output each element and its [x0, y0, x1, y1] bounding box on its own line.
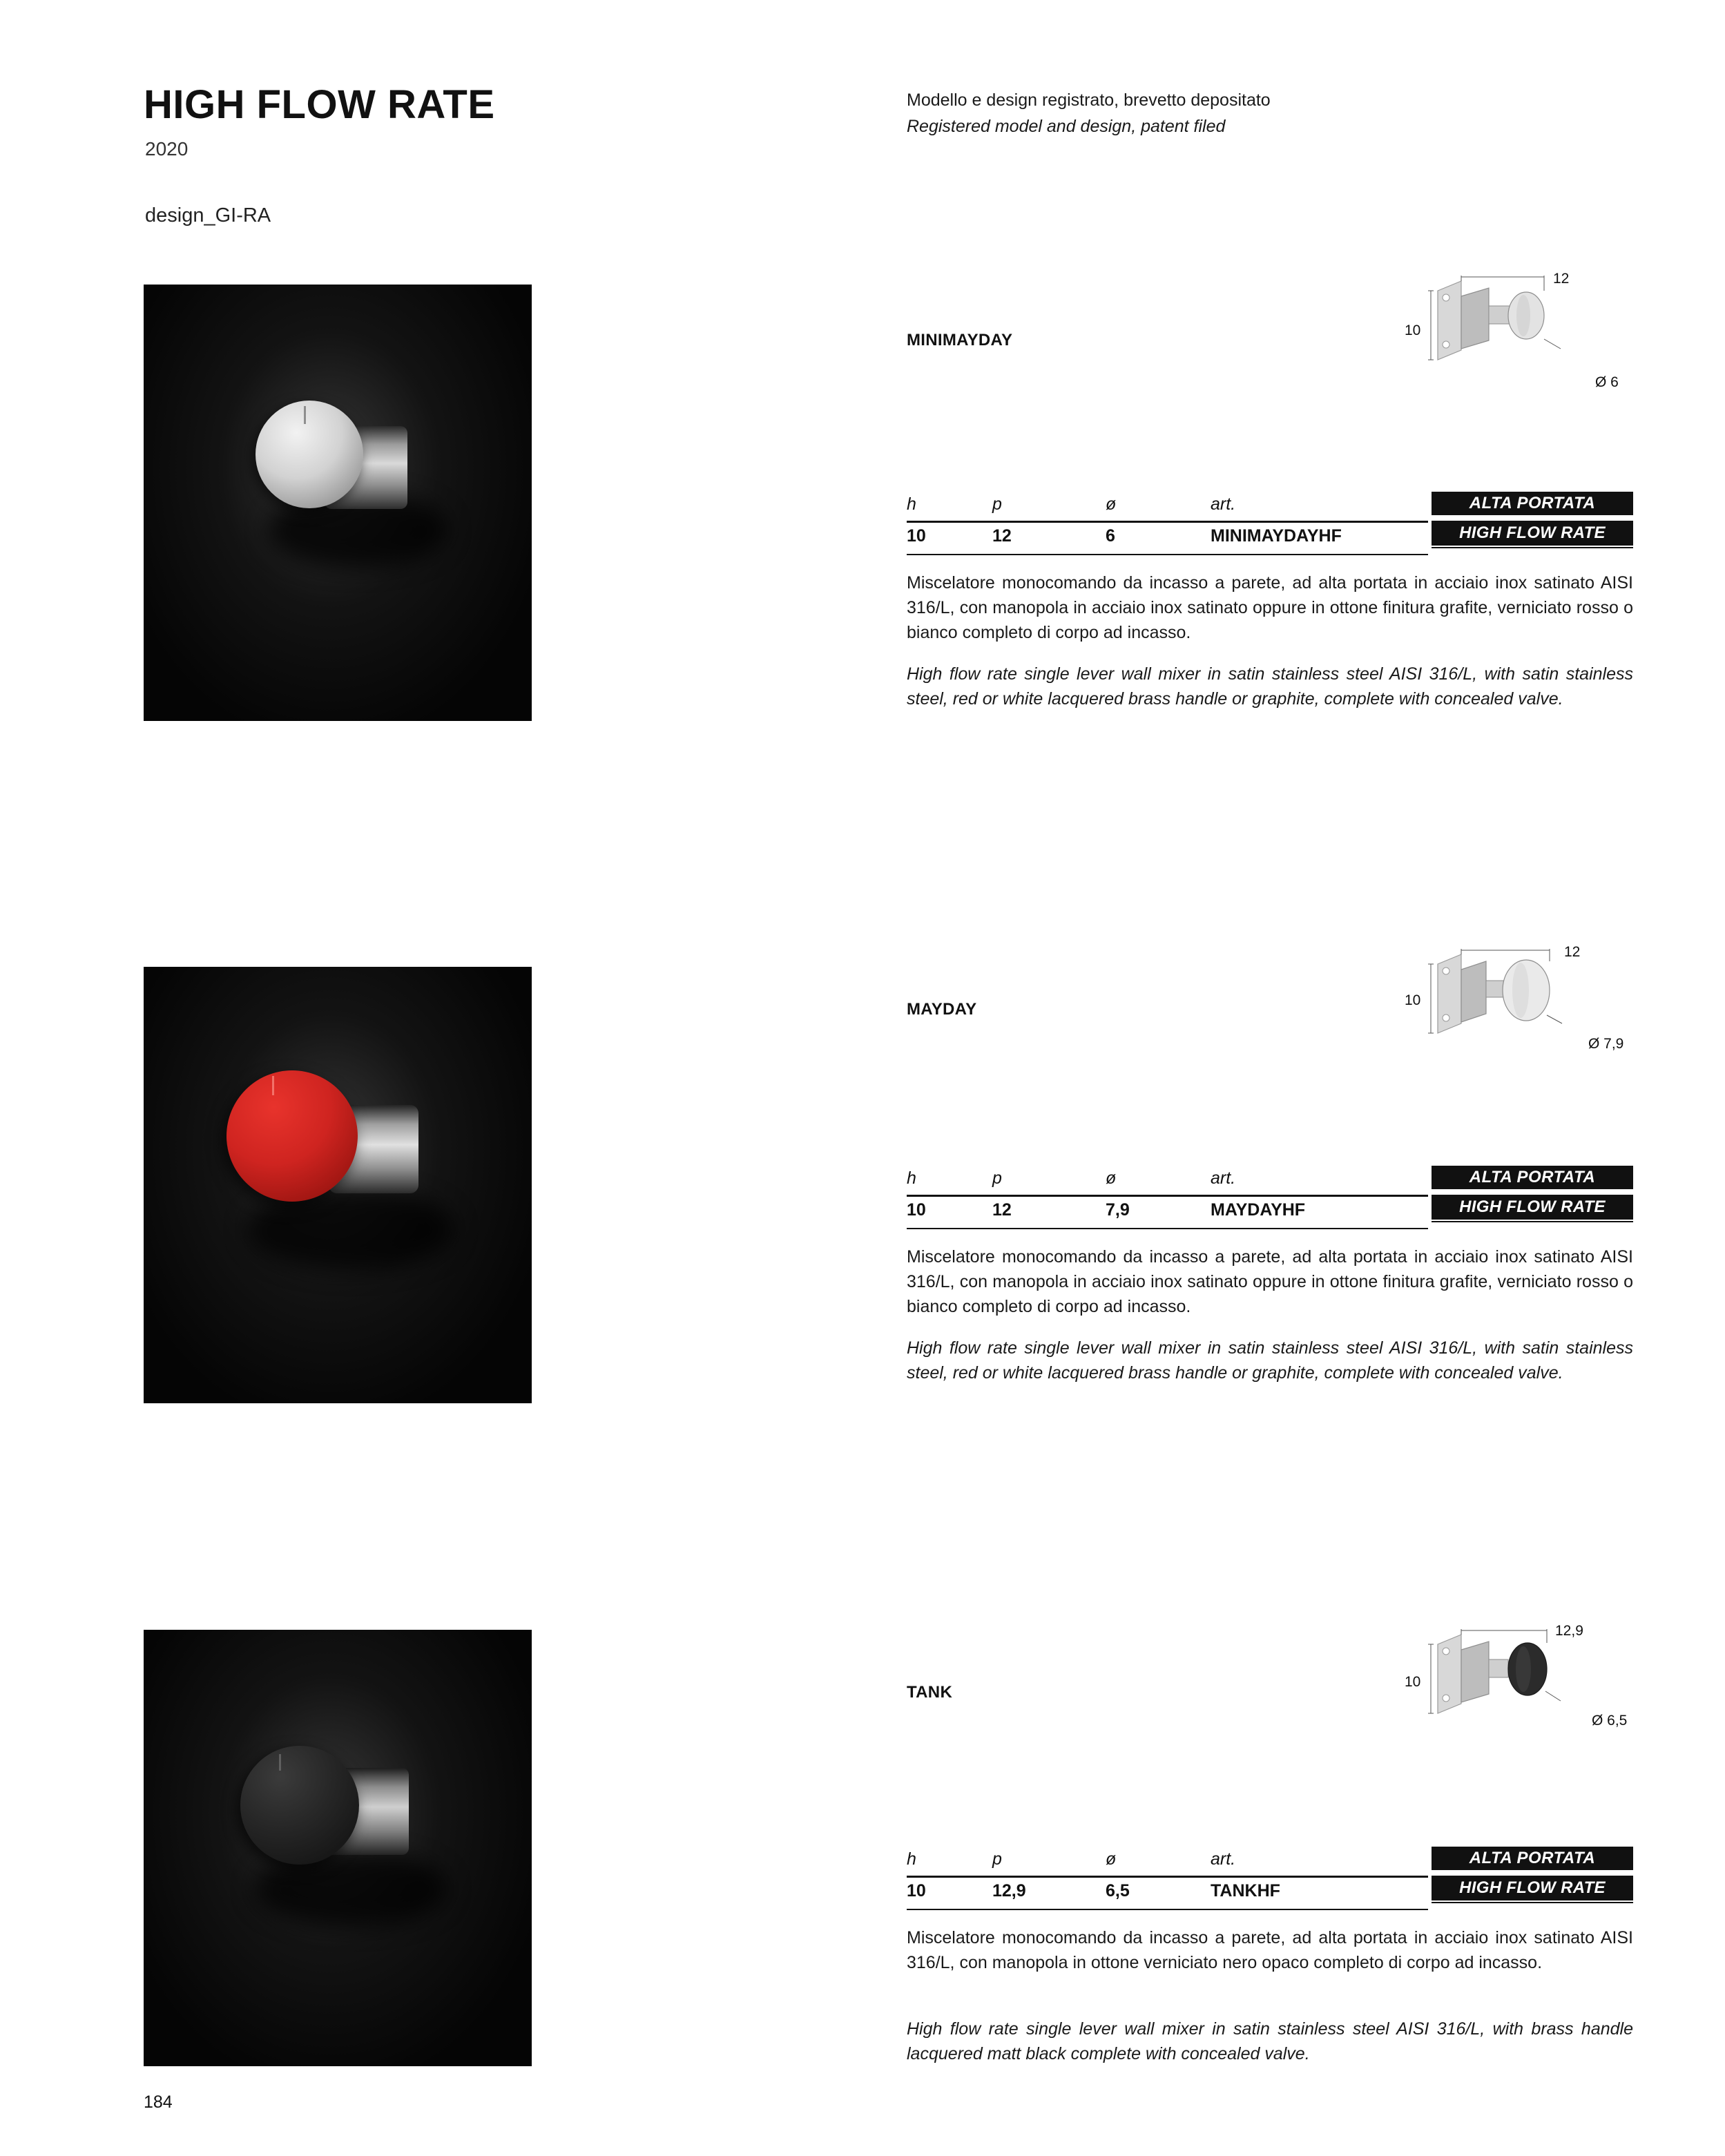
spec-table-mayday: [907, 1168, 1633, 1225]
legal-note: [907, 87, 1271, 139]
spec-rule-top: [907, 521, 1428, 523]
mixer-handle: [227, 1070, 358, 1202]
dimension-top-minimayday: 12: [1553, 271, 1570, 287]
value-art: MINIMAYDAYHF: [1211, 526, 1342, 546]
technical-drawing-tank: [1423, 1626, 1581, 1758]
description-en-tank: High flow rate single lever wall mixer in satin stainless steel AISI 316/L, with brass handle lacquered matt black complete with concealed valve.: [907, 2019, 1633, 2063]
col-header-art: art.: [1211, 1849, 1236, 1869]
dimension-diameter-mayday: Ø 7,9: [1588, 1036, 1624, 1052]
product-photo-mayday: [144, 967, 532, 1403]
designer-credit: design_GI-RA: [145, 204, 271, 227]
handle-highlight: [304, 406, 306, 424]
description-it-mayday: Miscelatore monocomando da incasso a parete, ad alta portata in acciaio inox satinato AISI 316/L, con manopola in acciaio inox satinato oppure in ottone finitura grafite, verniciato rosso o bianco completo di corpo ad incasso.: [907, 1247, 1633, 1316]
col-header-h: h: [907, 1168, 916, 1188]
badge-alta-portata: ALTA PORTATA: [1432, 1847, 1633, 1870]
description-it-tank: Miscelatore monocomando da incasso a parete, ad alta portata in acciaio inox satinato AISI 316/L, con manopola in ottone verniciato nero opaco completo di corpo ad incasso.: [907, 1928, 1633, 1972]
col-header-diameter: ø: [1106, 494, 1117, 514]
spec-rule-bottom: [907, 1909, 1428, 1910]
badge-alta-portata: ALTA PORTATA: [1432, 1166, 1633, 1189]
badge-alta-portata: ALTA PORTATA: [1432, 492, 1633, 515]
spec-value-row: [907, 1881, 1633, 1910]
product-name-mayday: MAYDAY: [907, 1000, 977, 1019]
description-en-mayday: High flow rate single lever wall mixer in satin stainless steel AISI 316/L, with satin stainless steel, red or white lacquered brass handle or graphite, complete with concealed valve.: [907, 1338, 1633, 1383]
dimension-top-mayday: 12: [1564, 944, 1581, 960]
dimension-diameter-tank: Ø 6,5: [1592, 1713, 1628, 1729]
spec-table-minimayday: [907, 494, 1633, 551]
product-name-tank: TANK: [907, 1683, 953, 1702]
dimension-left-mayday: 10: [1405, 992, 1421, 1008]
col-header-art: art.: [1211, 494, 1236, 514]
col-header-diameter: ø: [1106, 1849, 1117, 1869]
page-title: HIGH FLOW RATE: [144, 82, 495, 127]
value-p: 12: [992, 1200, 1012, 1220]
value-diameter: 7,9: [1106, 1200, 1130, 1220]
technical-drawing-mayday: [1423, 946, 1581, 1077]
spec-rule-bottom: [907, 554, 1428, 555]
col-header-p: p: [992, 1849, 1002, 1869]
value-h: 10: [907, 526, 926, 546]
spec-value-row: [907, 1200, 1633, 1229]
value-diameter: 6: [1106, 526, 1115, 546]
badge-high-flow-rate: HIGH FLOW RATE: [1432, 1876, 1633, 1900]
col-header-p: p: [992, 494, 1002, 514]
product-photo-minimayday: [144, 285, 532, 721]
col-header-h: h: [907, 494, 916, 514]
spec-value-row: [907, 526, 1633, 555]
spec-rule-bottom: [907, 1228, 1428, 1229]
col-header-diameter: ø: [1106, 1168, 1117, 1188]
mixer-handle: [256, 401, 363, 508]
product-name-minimayday: MINIMAYDAY: [907, 331, 1013, 349]
value-diameter: 6,5: [1106, 1881, 1130, 1900]
dimension-left-tank: 10: [1405, 1674, 1421, 1690]
value-h: 10: [907, 1881, 926, 1900]
technical-drawing-minimayday: [1423, 273, 1581, 404]
col-header-h: h: [907, 1849, 916, 1869]
handle-highlight: [272, 1076, 274, 1095]
value-p: 12: [992, 526, 1012, 546]
col-header-art: art.: [1211, 1168, 1236, 1188]
description-en-minimayday: High flow rate single lever wall mixer in satin stainless steel AISI 316/L, with satin stainless steel, red or white lacquered brass handle or graphite, complete with concealed valve.: [907, 664, 1633, 709]
legal-note-en: Registered model and design, patent filed: [907, 117, 1226, 136]
description-it-minimayday: Miscelatore monocomando da incasso a parete, ad alta portata in acciaio inox satinato AISI 316/L, con manopola in acciaio inox satinato oppure in ottone finitura grafite, verniciato rosso o bianco completo di corpo ad incasso.: [907, 573, 1633, 642]
spec-table-tank: [907, 1849, 1633, 1906]
dimension-diameter-minimayday: Ø 6: [1595, 374, 1619, 390]
value-art: MAYDAYHF: [1211, 1200, 1306, 1220]
value-h: 10: [907, 1200, 926, 1220]
dimension-left-minimayday: 10: [1405, 323, 1421, 338]
spec-rule-top: [907, 1195, 1428, 1197]
value-p: 12,9: [992, 1881, 1026, 1900]
handle-highlight: [279, 1754, 281, 1771]
page-year: 2020: [145, 138, 189, 160]
spec-rule-top: [907, 1876, 1428, 1878]
col-header-p: p: [992, 1168, 1002, 1188]
legal-note-it: Modello e design registrato, brevetto depositato: [907, 90, 1271, 110]
value-art: TANKHF: [1211, 1881, 1280, 1900]
dimension-top-tank: 12,9: [1555, 1623, 1583, 1639]
badge-high-flow-rate: HIGH FLOW RATE: [1432, 521, 1633, 546]
mixer-handle: [240, 1746, 359, 1865]
page-number: 184: [144, 2092, 173, 2112]
badge-high-flow-rate: HIGH FLOW RATE: [1432, 1195, 1633, 1220]
product-photo-tank: [144, 1630, 532, 2066]
